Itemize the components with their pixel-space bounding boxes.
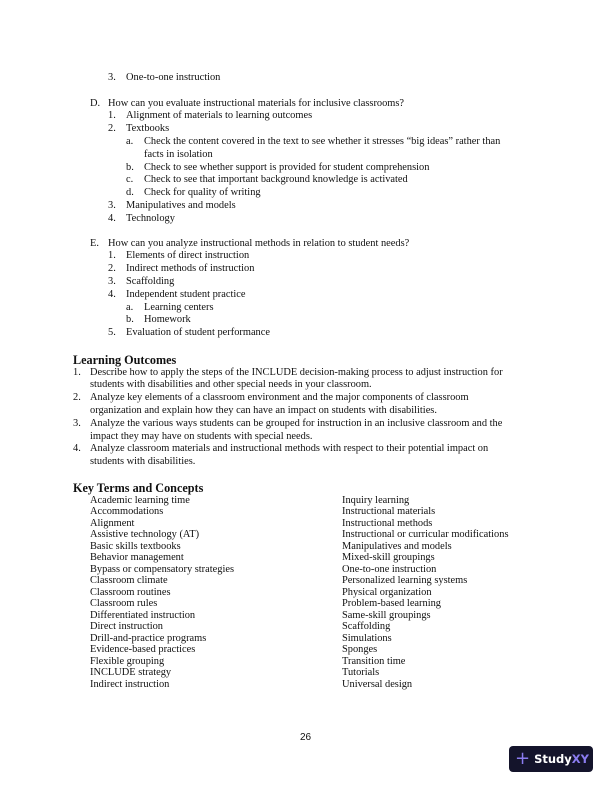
outline-line bbox=[0, 379, 612, 392]
key-term: Simulations bbox=[342, 632, 392, 644]
outline-line bbox=[0, 431, 612, 444]
outline-line bbox=[0, 367, 612, 380]
key-term: Same-skill groupings bbox=[342, 609, 431, 621]
line-text: students with disabilities. bbox=[90, 456, 196, 468]
line-text: 3. bbox=[108, 199, 116, 211]
section-e bbox=[0, 238, 612, 340]
line-text: Indirect methods of instruction bbox=[126, 263, 255, 275]
line-text: Describe how to apply the steps of the INCLUDE decision-making process to adjust instruction for bbox=[90, 366, 503, 378]
line-text: 2. bbox=[108, 263, 116, 275]
key-term: One-to-one instruction bbox=[342, 563, 437, 575]
line-text: Scaffolding bbox=[126, 275, 175, 287]
key-term: Mixed-skill groupings bbox=[342, 552, 435, 563]
line-text: organization and explain how they can have an impact on students with disabilities. bbox=[90, 404, 437, 416]
line-text: 2. bbox=[73, 392, 81, 404]
key-term: Classroom climate bbox=[90, 575, 168, 586]
outline-line bbox=[0, 110, 612, 123]
key-term: Differentiated instruction bbox=[90, 609, 196, 621]
key-term: Bypass or compensatory strategies bbox=[90, 563, 234, 575]
line-text: How can you analyze instructional methods in relation to student needs? bbox=[108, 237, 410, 249]
key-term: Instructional materials bbox=[342, 506, 436, 517]
line-text: Learning centers bbox=[144, 301, 214, 313]
key-term: Physical organization bbox=[342, 586, 432, 598]
outline-line bbox=[0, 213, 612, 226]
outline-line bbox=[0, 392, 612, 405]
key-term: Inquiry learning bbox=[342, 494, 410, 506]
outline-line bbox=[0, 98, 612, 111]
line-text: Elements of direct instruction bbox=[126, 250, 250, 262]
line-text: 2. bbox=[108, 123, 116, 135]
key-term: Universal design bbox=[342, 678, 413, 690]
learning-outcomes-heading: Learning Outcomes bbox=[73, 353, 177, 367]
line-text: impact they may have on students with special needs. bbox=[90, 430, 313, 442]
line-text: 3. bbox=[108, 275, 116, 287]
line-text: 3. bbox=[73, 417, 81, 429]
line-text: E. bbox=[90, 237, 99, 249]
line-text: 4. bbox=[73, 443, 81, 455]
line-text: 5. bbox=[108, 327, 116, 339]
line-text: Evaluation of student performance bbox=[126, 327, 270, 339]
outline-item: 3. One-to-one instruction bbox=[108, 72, 221, 83]
section-d bbox=[0, 98, 612, 226]
outline-line bbox=[0, 187, 612, 200]
line-text: Textbooks bbox=[126, 123, 170, 135]
key-term: Behavior management bbox=[90, 552, 184, 563]
outline-line bbox=[0, 405, 612, 418]
key-term: Transition time bbox=[342, 655, 406, 667]
line-text: D. bbox=[90, 97, 101, 109]
outline-line bbox=[0, 174, 612, 187]
outline-line bbox=[0, 136, 612, 149]
learning-outcomes-list bbox=[0, 367, 612, 469]
line-text: Check to see whether support is provided for student comprehension bbox=[144, 161, 430, 173]
outline-line bbox=[0, 314, 612, 327]
line-text: b. bbox=[126, 161, 134, 173]
line-text: Alignment of materials to learning outcomes bbox=[126, 110, 313, 122]
key-term: Manipulatives and models bbox=[342, 540, 452, 552]
line-text: a. bbox=[126, 301, 134, 313]
outline-line bbox=[0, 263, 612, 276]
line-text: 1. bbox=[108, 250, 116, 262]
line-text: Homework bbox=[144, 314, 191, 326]
key-term: Personalized learning systems bbox=[342, 575, 468, 586]
outline-line bbox=[0, 238, 612, 251]
key-term: Flexible grouping bbox=[90, 655, 165, 667]
line-text: a. bbox=[126, 135, 134, 147]
key-terms-left-column bbox=[90, 495, 234, 691]
outline-line bbox=[0, 456, 612, 469]
key-term: INCLUDE strategy bbox=[90, 667, 172, 678]
plus-icon: + bbox=[515, 748, 531, 769]
line-text: How can you evaluate instructional materials for inclusive classrooms? bbox=[108, 97, 405, 109]
outline-line bbox=[0, 276, 612, 289]
line-text: Analyze the various ways students can be grouped for instruction in an inclusive classroom and the bbox=[90, 417, 503, 429]
line-text: Manipulatives and models bbox=[126, 199, 236, 211]
key-term: Instructional or curricular modifications bbox=[342, 529, 509, 540]
page-number: 26 bbox=[300, 732, 312, 743]
outline-line bbox=[0, 289, 612, 302]
brand-xy: XY bbox=[571, 752, 589, 766]
brand-study: Study bbox=[534, 752, 572, 766]
line-text: Technology bbox=[126, 212, 175, 224]
key-term: Tutorials bbox=[342, 667, 380, 678]
key-term: Academic learning time bbox=[90, 494, 190, 506]
line-text: d. bbox=[126, 187, 134, 199]
outline-line bbox=[0, 200, 612, 213]
line-text: Analyze classroom materials and instructional methods with respect to their potential impact on bbox=[90, 443, 489, 455]
outline-line bbox=[0, 327, 612, 340]
key-term: Sponges bbox=[342, 644, 378, 655]
key-term: Alignment bbox=[90, 517, 135, 529]
line-text: Analyze key elements of a classroom environment and the major components of classroom bbox=[90, 392, 469, 404]
line-text: 1. bbox=[73, 366, 81, 378]
key-term: Scaffolding bbox=[342, 621, 391, 632]
line-text: students with disabilities and other special needs in your classroom. bbox=[90, 379, 372, 391]
line-text: c. bbox=[126, 174, 134, 186]
line-text: 4. bbox=[108, 288, 116, 300]
outline-line bbox=[0, 418, 612, 431]
key-term: Instructional methods bbox=[342, 517, 433, 529]
outline-line bbox=[0, 250, 612, 263]
key-term: Evidence-based practices bbox=[90, 644, 196, 655]
key-term: Classroom rules bbox=[90, 598, 158, 609]
key-term: Classroom routines bbox=[90, 586, 171, 598]
key-term: Direct instruction bbox=[90, 621, 164, 632]
key-term: Accommodations bbox=[90, 506, 164, 517]
outline-line bbox=[0, 123, 612, 136]
line-text: Check to see that important background knowledge is activated bbox=[144, 174, 408, 186]
line-text: Check the content covered in the text to see whether it stresses “big ideas” rather than bbox=[144, 135, 501, 147]
outline-line bbox=[0, 162, 612, 175]
outline-line bbox=[0, 443, 612, 456]
line-text: 1. bbox=[108, 110, 116, 122]
key-term: Problem-based learning bbox=[342, 598, 441, 609]
key-terms-right-column bbox=[342, 495, 508, 691]
studyxy-watermark bbox=[509, 746, 593, 772]
outline-line bbox=[0, 149, 612, 162]
line-text: Check for quality of writing bbox=[144, 187, 261, 199]
key-term: Drill-and-practice programs bbox=[90, 632, 207, 644]
key-term: Assistive technology (AT) bbox=[90, 529, 200, 540]
line-text: 4. bbox=[108, 212, 116, 224]
key-term: Basic skills textbooks bbox=[90, 540, 181, 552]
line-text: facts in isolation bbox=[144, 148, 213, 160]
line-text: b. bbox=[126, 314, 134, 326]
key-terms-heading: Key Terms and Concepts bbox=[73, 481, 204, 495]
outline-line bbox=[0, 302, 612, 315]
line-text: Independent student practice bbox=[126, 288, 246, 300]
key-term: Indirect instruction bbox=[90, 678, 170, 690]
